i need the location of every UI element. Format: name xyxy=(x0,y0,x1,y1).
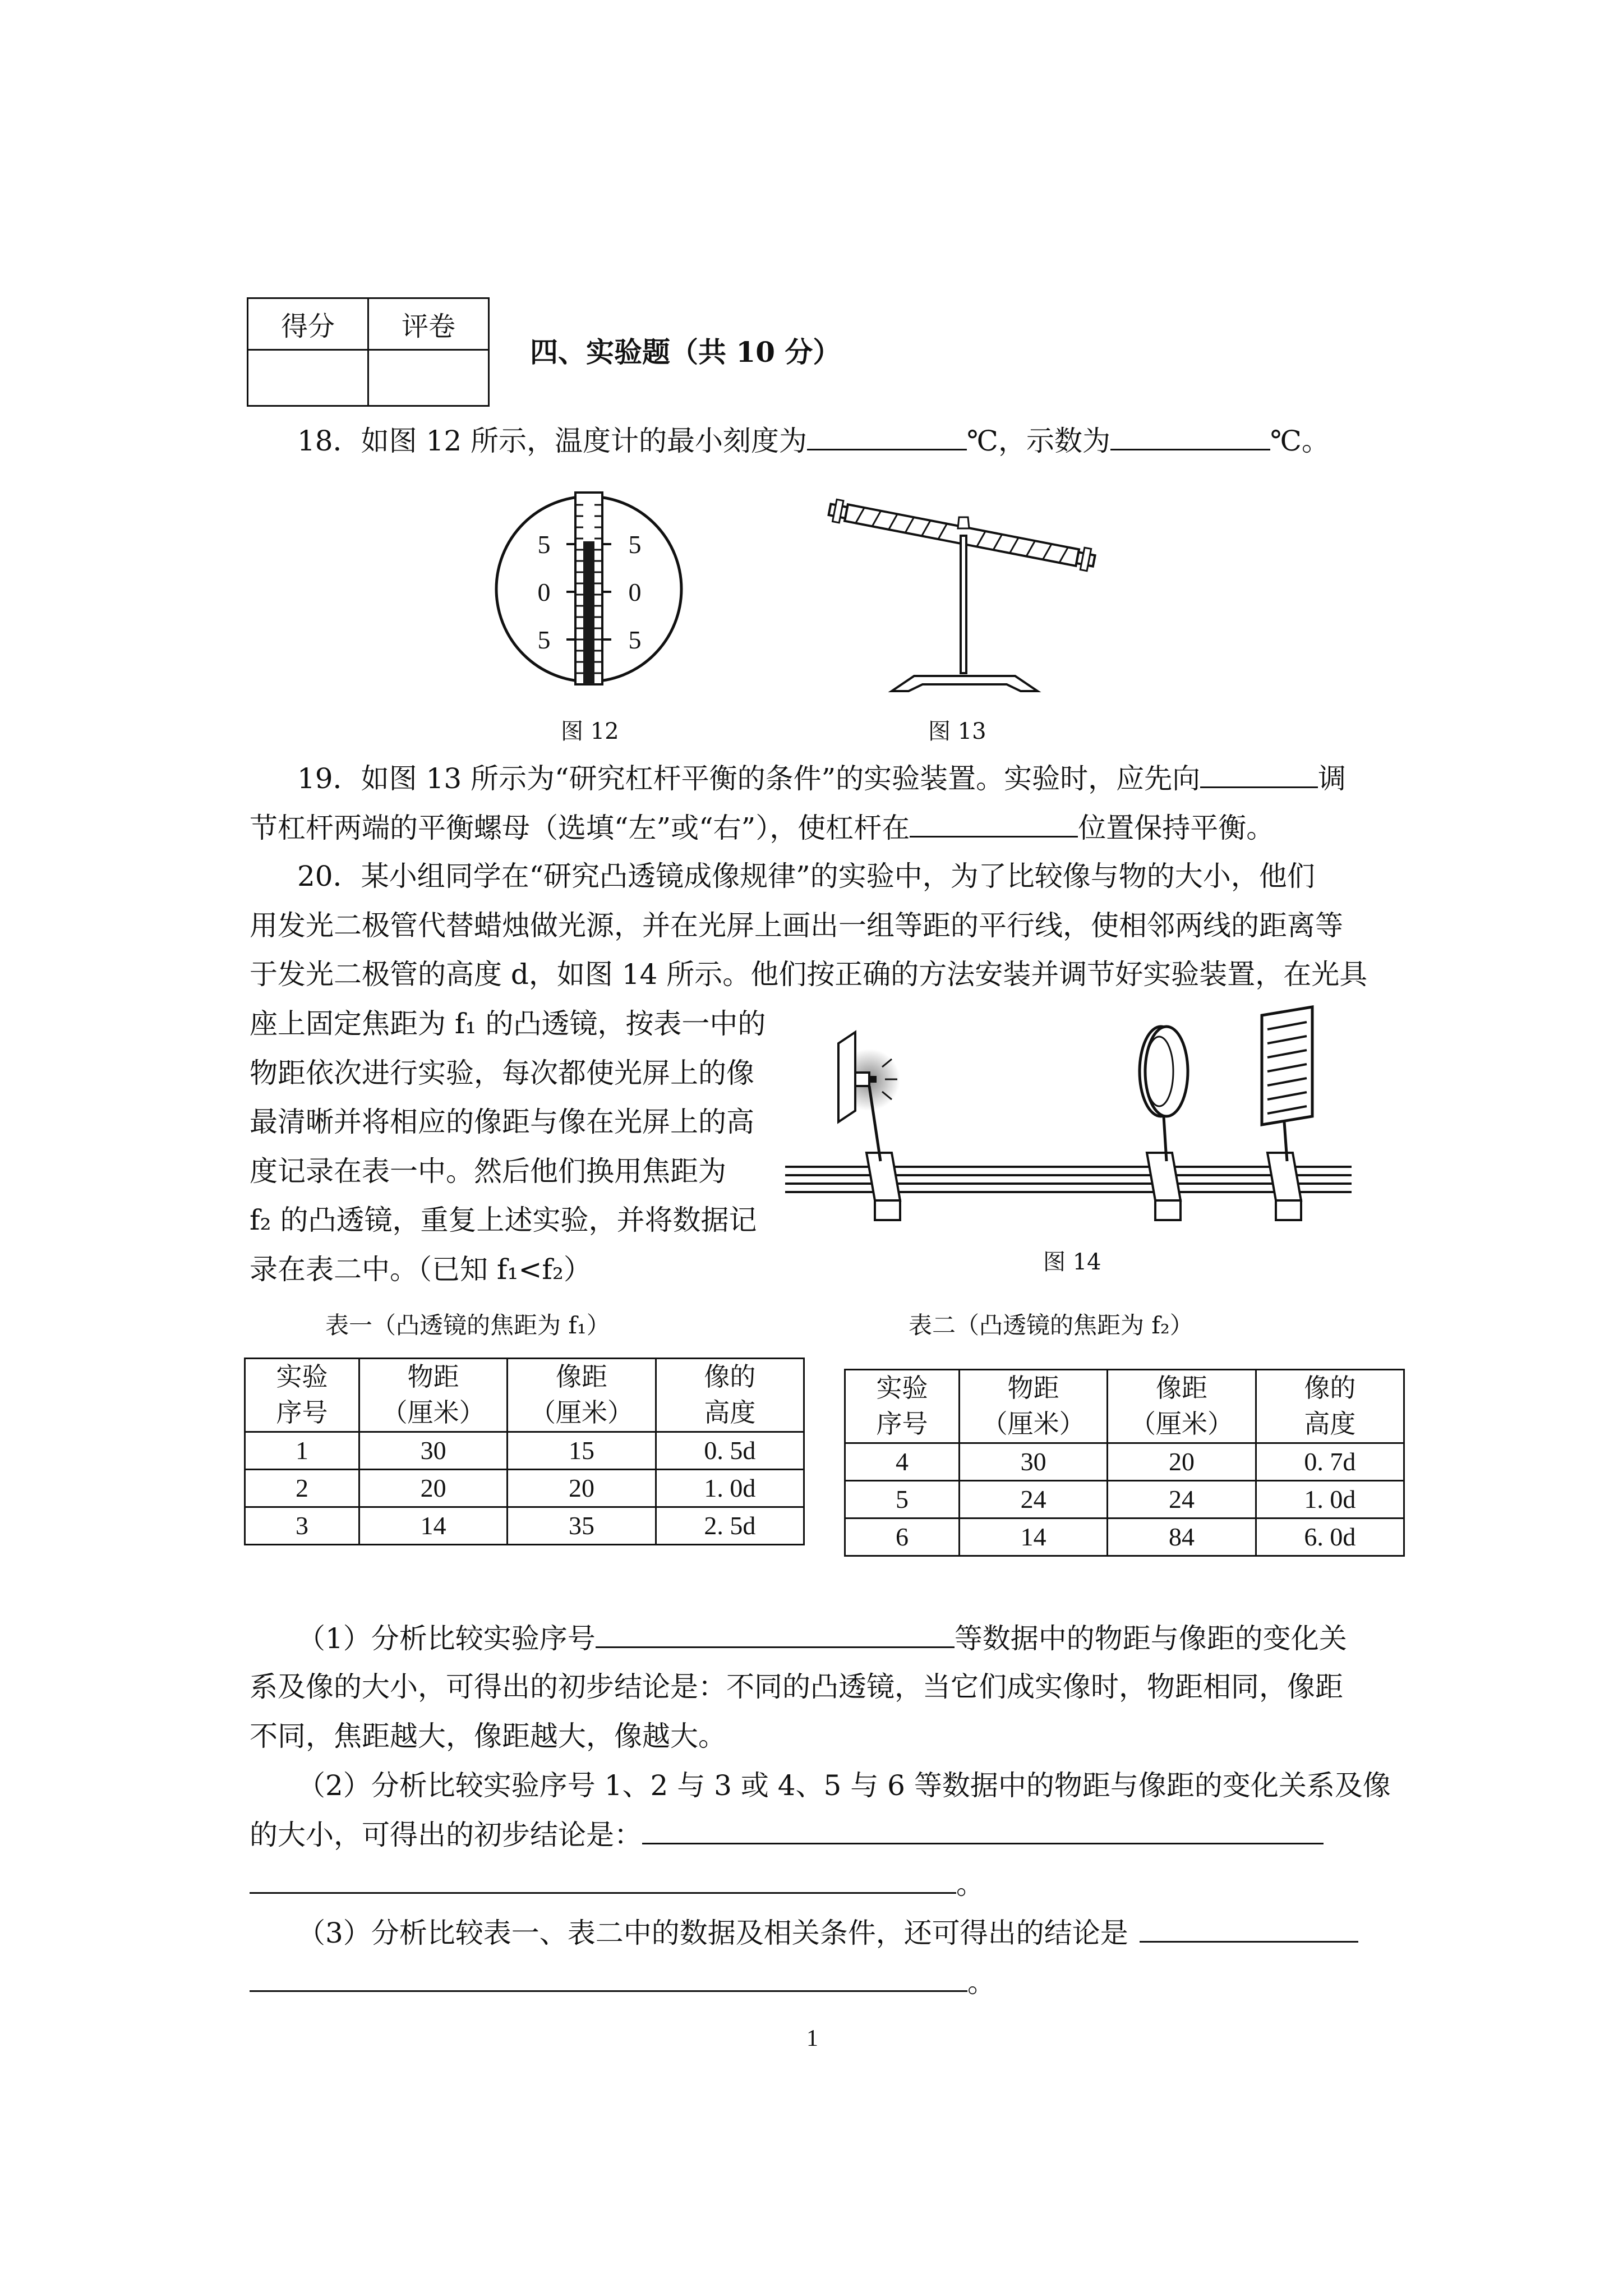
q20-line3: 于发光二极管的高度 d，如图 14 所示。他们按正确的方法安装并调节好实验装置，在光具 xyxy=(250,958,1368,991)
sub1-blank[interactable] xyxy=(596,1624,955,1648)
score-cell xyxy=(248,350,368,406)
table-row: 2 20 20 1. 0d xyxy=(245,1470,804,1507)
q20-line6: 最清晰并将相应的像距与像在光屏上的高 xyxy=(250,1106,754,1138)
table-row: 4 30 20 0. 7d xyxy=(845,1443,1404,1481)
q19-text-2a: 节杠杆两端的平衡螺母（选填“左”或“右”），使杠杆在 xyxy=(250,812,910,844)
table2 xyxy=(844,1369,1405,1557)
q18-text-a: 18．如图 12 所示，温度计的最小刻度为 xyxy=(297,425,808,457)
sub1-text-b: 等数据中的物距与像距的变化关 xyxy=(954,1622,1347,1655)
sub1-text-a: （1）分析比较实验序号 xyxy=(297,1622,596,1655)
scale-label-right-top: 5 xyxy=(628,530,642,559)
reviewer-cell xyxy=(368,350,489,406)
q18-blank-1[interactable] xyxy=(807,426,967,450)
sub3-text: （3）分析比较表一、表二中的数据及相关条件，还可得出的结论是 xyxy=(297,1917,1128,1949)
table-row: 5 24 24 1. 0d xyxy=(845,1481,1404,1519)
q19-text-2b: 位置保持平衡。 xyxy=(1078,812,1275,844)
reviewer-label: 评卷 xyxy=(368,298,489,350)
q18-text-c: ℃。 xyxy=(1270,425,1330,457)
sub2-end: 。 xyxy=(956,1868,984,1901)
page-number: 1 xyxy=(806,2026,818,2051)
sub2-line1: （2）分析比较实验序号 1、2 与 3 或 4、5 与 6 等数据中的物距与像距的变化关系及像 xyxy=(297,1769,1391,1802)
table-row: 6 14 84 6. 0d xyxy=(845,1519,1404,1556)
q19-line2 xyxy=(250,813,1274,842)
score-label: 得分 xyxy=(248,298,368,350)
sub3-blank-2[interactable] xyxy=(250,1968,967,1992)
sub3-end: 。 xyxy=(967,1966,995,1999)
sub2-line2 xyxy=(250,1820,1324,1849)
q20-line9: 录在表二中。（已知 f₁<f₂） xyxy=(250,1253,592,1286)
table-header-row: 实验 序号 物距 （厘米） 像距 （厘米） 像的 高度 xyxy=(245,1359,804,1432)
fig13-caption: 图 13 xyxy=(928,719,986,744)
table1 xyxy=(244,1358,805,1545)
sub2-line3 xyxy=(250,1868,984,1901)
scale-label-left-mid: 0 xyxy=(537,578,551,606)
q18-line xyxy=(297,426,1330,455)
grade-box xyxy=(247,297,490,407)
q18-text-b: ℃，示数为 xyxy=(967,425,1110,457)
section-title: 四、实验题（共 10 分） xyxy=(530,335,841,369)
q19-line1 xyxy=(297,764,1346,793)
scale-label-right-mid: 0 xyxy=(628,578,642,606)
scale-label-left-top: 5 xyxy=(537,530,551,559)
sub2-blank-1[interactable] xyxy=(642,1820,1324,1844)
table-row: 1 30 15 0. 5d xyxy=(245,1432,804,1470)
table1-caption: 表一（凸透镜的焦距为 f₁） xyxy=(325,1312,610,1339)
q20-line1: 20．某小组同学在“研究凸透镜成像规律”的实验中，为了比较像与物的大小，他们 xyxy=(297,860,1315,892)
table-header-row: 实验 序号 物距 （厘米） 像距 （厘米） 像的 高度 xyxy=(845,1370,1404,1443)
scale-label-right-bottom: 5 xyxy=(628,625,642,654)
lever-figure xyxy=(824,482,1105,696)
optical-bench-figure xyxy=(780,1004,1374,1240)
table-row: 3 14 35 2. 5d xyxy=(245,1507,804,1545)
q19-blank-1[interactable] xyxy=(1200,764,1318,788)
q20-line8: f₂ 的凸透镜，重复上述实验，并将数据记 xyxy=(250,1204,757,1236)
q19-blank-2[interactable] xyxy=(910,813,1078,838)
scale-label-left-bottom: 5 xyxy=(537,625,551,654)
thermometer-figure xyxy=(482,482,695,696)
sub3-line1 xyxy=(297,1918,1358,1947)
q18-blank-2[interactable] xyxy=(1110,426,1270,450)
sub2-text: 的大小，可得出的初步结论是： xyxy=(250,1819,642,1851)
sub3-blank-1[interactable] xyxy=(1140,1918,1358,1943)
fig12-caption: 图 12 xyxy=(561,719,619,744)
q20-line4: 座上固定焦距为 f₁ 的凸透镜，按表一中的 xyxy=(250,1007,766,1040)
table2-caption: 表二（凸透镜的焦距为 f₂） xyxy=(909,1312,1193,1339)
sub2-blank-2[interactable] xyxy=(250,1870,956,1894)
q19-text-1b: 调 xyxy=(1318,762,1347,795)
q20-line7: 度记录在表一中。然后他们换用焦距为 xyxy=(250,1155,726,1188)
q20-line2: 用发光二极管代替蜡烛做光源，并在光屏上画出一组等距的平行线，使相邻两线的距离等 xyxy=(250,909,1343,942)
fig14-caption: 图 14 xyxy=(1043,1249,1101,1275)
q19-text-1a: 19．如图 13 所示为“研究杠杆平衡的条件”的实验装置。实验时，应先向 xyxy=(297,762,1201,795)
sub1-line2: 系及像的大小，可得出的初步结论是：不同的凸透镜，当它们成实像时，物距相同，像距 xyxy=(250,1671,1343,1703)
q20-line5: 物距依次进行实验，每次都使光屏上的像 xyxy=(250,1057,754,1089)
sub3-line2 xyxy=(250,1966,995,1999)
sub1-line1 xyxy=(297,1624,1347,1653)
sub1-line3: 不同，焦距越大，像距越大，像越大。 xyxy=(250,1720,726,1752)
